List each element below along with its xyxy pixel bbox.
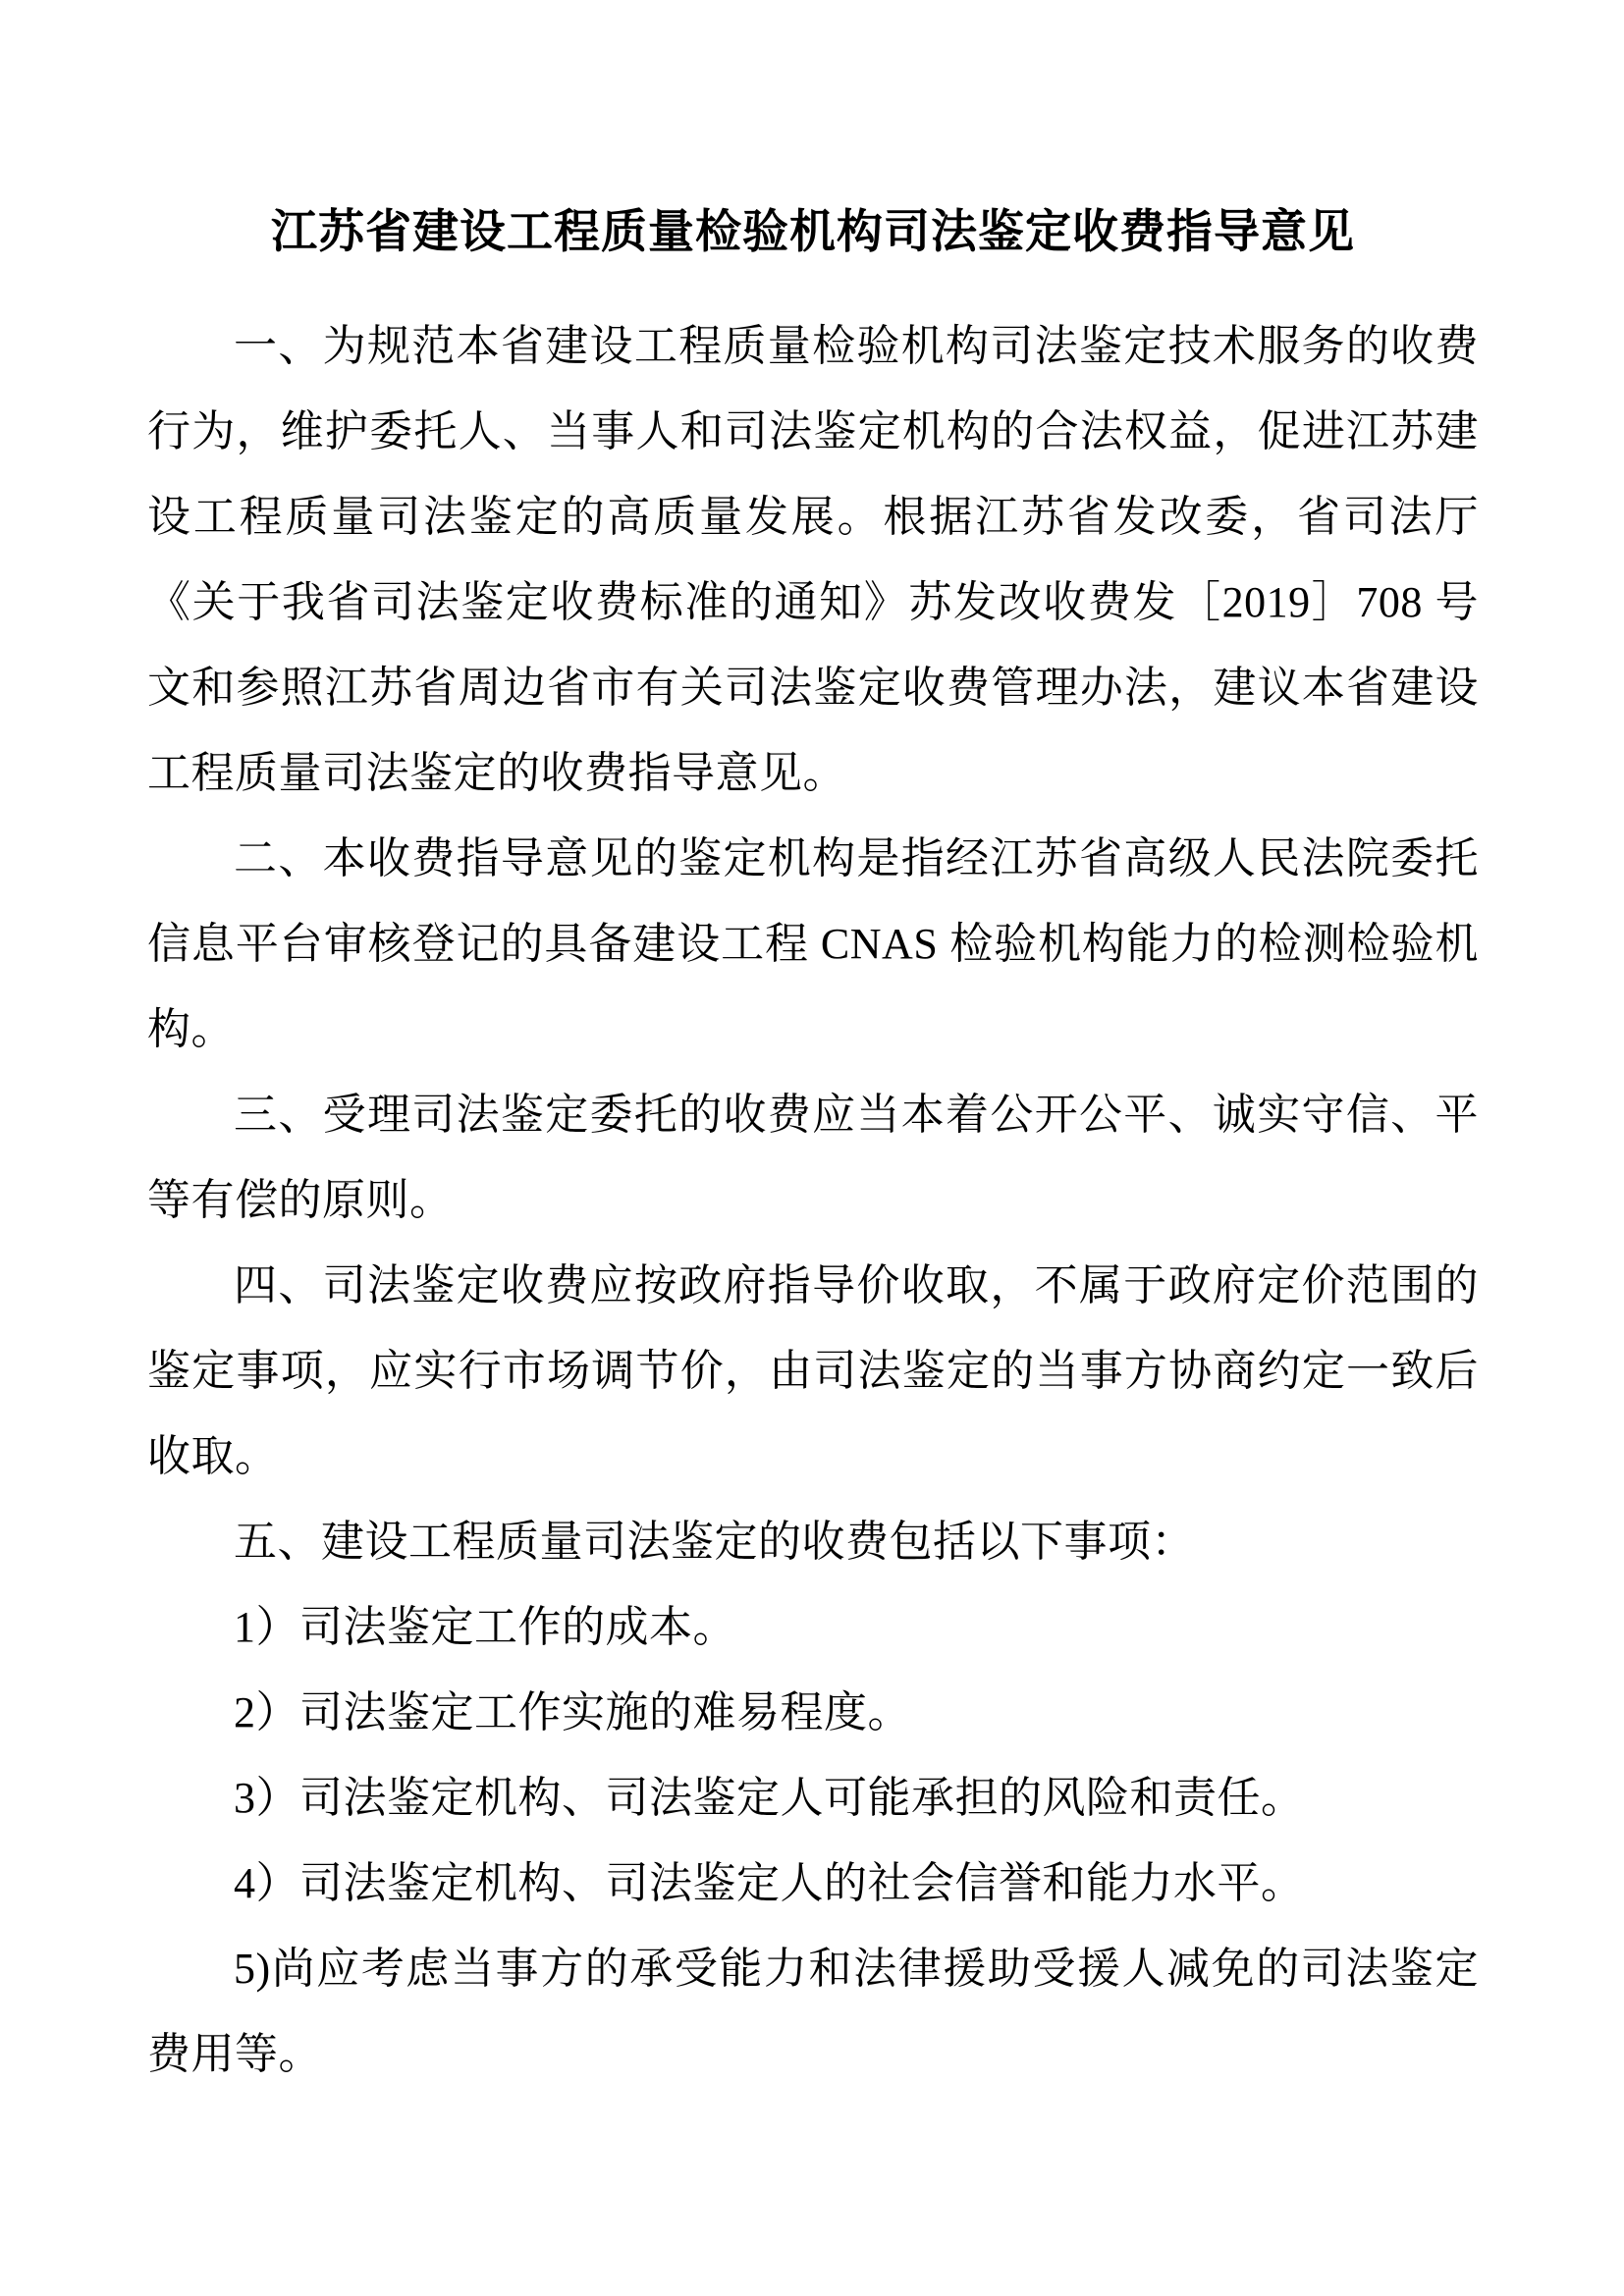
list-item-2: 2）司法鉴定工作实施的难易程度。 <box>234 1688 911 1736</box>
list-item-3: 3）司法鉴定机构、司法鉴定人可能承担的风险和责任。 <box>234 1774 1305 1822</box>
document-body <box>147 303 1479 2097</box>
paragraph-3: 三、受理司法鉴定委托的收费应当本着公开公平、诚实守信、平等有偿的原则。 <box>147 1091 1479 1224</box>
paragraph-2: 二、本收费指导意见的鉴定机构是指经江苏省高级人民法院委托信息平台审核登记的具备建设工程 CNAS 检验机构能力的检测检验机构。 <box>147 834 1479 1053</box>
paragraph-1: 一、为规范本省建设工程质量检验机构司法鉴定技术服务的收费行为，维护委托人、当事人和司法鉴定机构的合法权益，促进江苏建设工程质量司法鉴定的高质量发展。根据江苏省发改委，省司法厅《关于我省司法鉴定收费标准的通知》苏发改收费发［2019］708 号文和参照江苏省周边省市有关司法鉴定收费管理办法，建议本省建设工程质量司法鉴定的收费指导意见。 <box>147 322 1479 797</box>
list-item-1: 1）司法鉴定工作的成本。 <box>234 1603 736 1651</box>
paragraph-4: 四、司法鉴定收费应按政府指导价收取，不属于政府定价范围的鉴定事项，应实行市场调节价，由司法鉴定的当事方协商约定一致后收取。 <box>147 1261 1479 1480</box>
document-title: 江苏省建设工程质量检验机构司法鉴定收费指导意见 <box>271 207 1355 258</box>
list-item-5: 5)尚应考虑当事方的承受能力和法律援助受援人减免的司法鉴定费用等。 <box>147 1945 1479 2078</box>
numbered-list <box>147 1584 1479 2097</box>
paragraph-5: 五、建设工程质量司法鉴定的收费包括以下事项： <box>234 1518 1195 1566</box>
list-item-4: 4）司法鉴定机构、司法鉴定人的社会信誉和能力水平。 <box>234 1859 1305 1907</box>
